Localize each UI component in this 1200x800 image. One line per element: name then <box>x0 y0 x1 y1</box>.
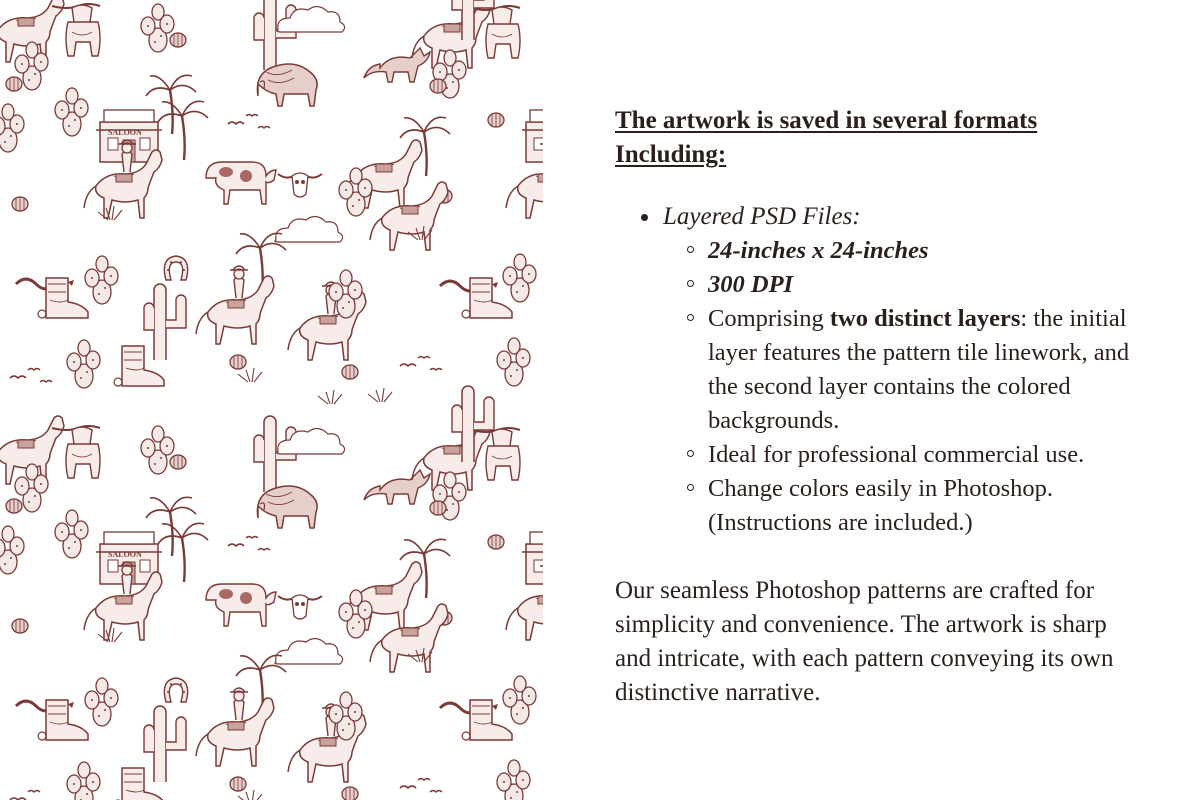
layers-bold: two distinct layers <box>829 305 1021 332</box>
psd-label: Layered PSD Files: <box>663 203 861 230</box>
pattern-illustration <box>0 0 543 800</box>
formats-list <box>615 200 1155 540</box>
saloon-sign: SALOON <box>108 128 142 137</box>
list-item-psd <box>639 200 1155 540</box>
layers-prefix: Comprising <box>708 305 830 332</box>
saloon-sign-repeat: SALOON <box>108 550 142 559</box>
heading-line-2: Including: <box>615 141 727 168</box>
heading-line-1: The artwork is saved in several formats <box>615 107 1038 134</box>
layers-suffix: : the initial layer features the pattern tile linework, and the second layer contains the colored backgrounds. <box>708 305 1130 434</box>
psd-details-list <box>663 234 1155 540</box>
summary-paragraph: Our seamless Photoshop patterns are crafted for simplicity and convenience. The artwork is sharp and intricate, with each pattern conveying its own distinctive narrative. <box>615 577 1114 706</box>
spec-colors: Change colors easily in Photoshop. (Instructions are included.) <box>686 472 1155 540</box>
description-panel <box>615 104 1155 710</box>
toile-pattern-panel <box>0 0 543 800</box>
spec-layers <box>686 302 1155 438</box>
spec-size: 24-inches x 24-inches <box>686 234 1155 268</box>
spec-commercial: Ideal for professional commercial use. <box>686 438 1155 472</box>
spec-dpi: 300 DPI <box>686 268 1155 302</box>
formats-heading <box>615 104 1155 172</box>
